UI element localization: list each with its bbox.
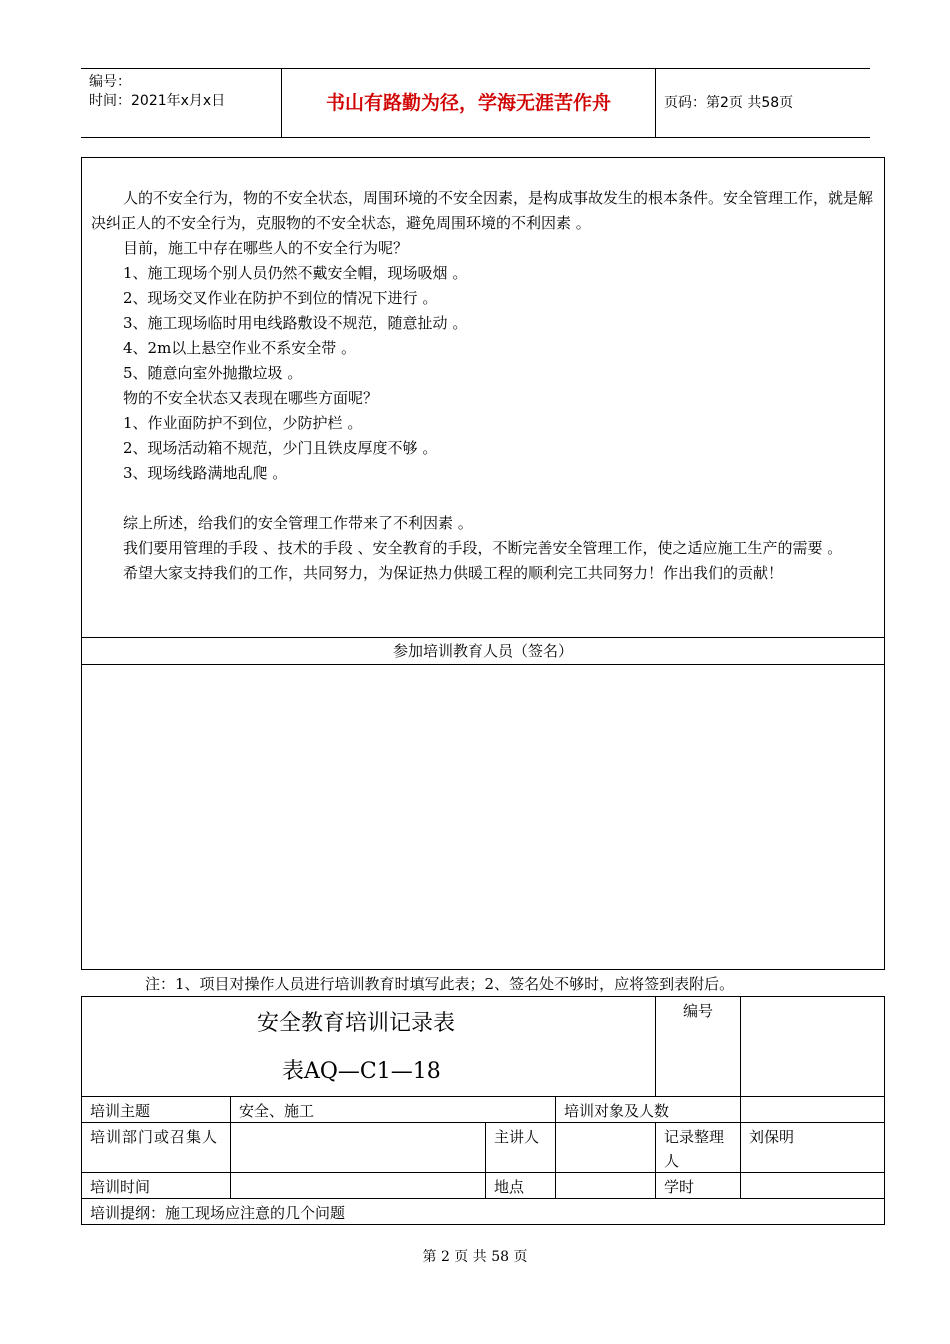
content-box xyxy=(81,157,885,970)
page-footer: 第 2 页 共 58 页 xyxy=(422,1249,528,1265)
list-item: 1、作业面防护不到位，少防护栏 。 xyxy=(123,414,363,432)
hours-value xyxy=(740,1172,885,1199)
paragraph: 人的不安全行为，物的不安全状态，周围环境的不安全因素，是构成事故发生的根本条件。安全管理工作，就是解决纠正人的不安全行为，克服物的不安全状态，避免周围环境的不利因素 。 xyxy=(91,189,874,232)
time-value xyxy=(230,1172,486,1199)
header-motto: 书山有路勤为径，学海无涯苦作舟 xyxy=(282,69,656,137)
form-number: 表AQ—C1—18 xyxy=(282,1059,441,1084)
paragraph: 目前，施工中存在哪些人的不安全行为呢？ xyxy=(123,239,409,257)
audience-value xyxy=(740,1096,885,1123)
topic-label: 培训主题 xyxy=(81,1096,231,1123)
list-item: 1、施工现场个别人员仍然不戴安全帽，现场吸烟 。 xyxy=(123,264,468,282)
record-table xyxy=(81,996,885,1225)
place-label: 地点 xyxy=(485,1172,556,1199)
recorder-label: 记录整理人 xyxy=(655,1122,741,1173)
summary-paragraph: 综上所述，给我们的安全管理工作带来了不利因素 。 xyxy=(123,514,473,532)
dept-label: 培训部门或召集人 xyxy=(81,1122,231,1173)
header-time-label: 时间：2021年x月x日 xyxy=(89,93,226,109)
page-header xyxy=(81,68,870,138)
outline: 培训提纲：施工现场应注意的几个问题 xyxy=(81,1198,885,1225)
list-item: 3、现场线路满地乱爬 。 xyxy=(123,464,288,482)
dept-value xyxy=(230,1122,486,1173)
lecturer-value xyxy=(555,1122,656,1173)
list-item: 4、2m以上悬空作业不系安全带 。 xyxy=(123,339,357,357)
number-value xyxy=(740,996,885,1097)
list-item: 2、现场交叉作业在防护不到位的情况下进行 。 xyxy=(123,289,438,307)
list-item: 3、施工现场临时用电线路敷设不规范，随意扯动 。 xyxy=(123,314,468,332)
list-item: 2、现场活动箱不规范，少门且铁皮厚度不够 。 xyxy=(123,439,438,457)
header-number-label: 编号： xyxy=(89,74,131,90)
topic-value: 安全、施工 xyxy=(230,1096,556,1123)
body-text xyxy=(91,186,877,586)
record-title: 安全教育培训记录表 xyxy=(257,1011,456,1036)
summary-paragraph: 希望大家支持我们的工作，共同努力，为保证热力供暖工程的顺利完工共同努力！作出我们的贡献！ xyxy=(123,564,784,582)
audience-label: 培训对象及人数 xyxy=(555,1096,741,1123)
list-item: 5、随意向室外抛撒垃圾 。 xyxy=(123,364,303,382)
header-meta xyxy=(81,69,282,137)
lecturer-label: 主讲人 xyxy=(485,1122,556,1173)
time-label: 培训时间 xyxy=(81,1172,231,1199)
header-page-label: 页码：第2页 共58页 xyxy=(664,95,794,111)
title-cell xyxy=(81,996,656,1097)
hours-label: 学时 xyxy=(655,1172,741,1199)
summary-paragraph: 我们要用管理的手段 、技术的手段 、安全教育的手段，不断完善安全管理工作，使之适应施工生产的需要 。 xyxy=(123,539,843,557)
paragraph: 物的不安全状态又表现在哪些方面呢？ xyxy=(123,389,379,407)
number-label: 编号 xyxy=(655,996,741,1097)
recorder-value: 刘保明 xyxy=(740,1122,885,1173)
sign-header: 参加培训教育人员（签名） xyxy=(82,637,884,665)
footnote: 注：1、项目对操作人员进行培训教育时填写此表；2、签名处不够时，应将签到表附后。 xyxy=(145,975,735,993)
place-value xyxy=(555,1172,656,1199)
